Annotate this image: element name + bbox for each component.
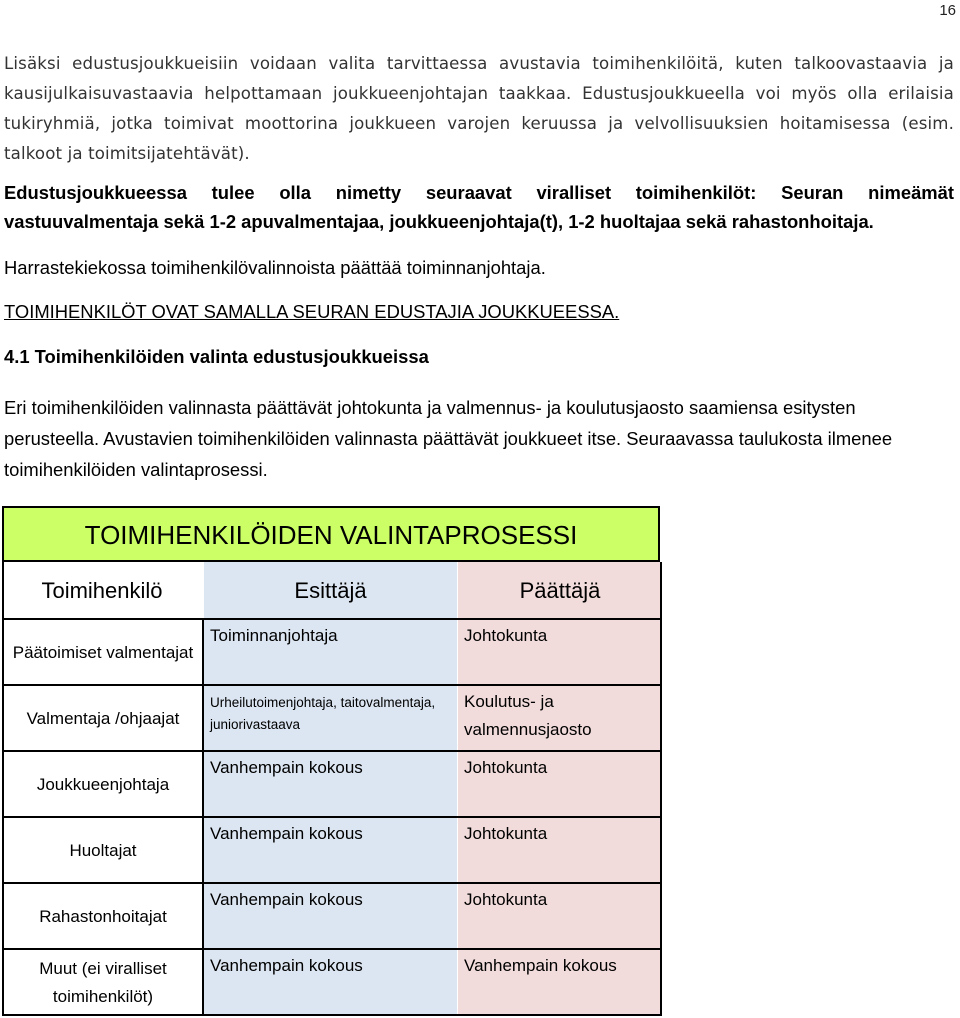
table-row bbox=[2, 686, 662, 752]
paattaja-cell: Johtokunta bbox=[464, 824, 548, 843]
header-toimihenkilo: Toimihenkilö bbox=[2, 562, 202, 620]
table-row bbox=[2, 752, 662, 818]
header-esittaja: Esittäjä bbox=[204, 562, 457, 620]
paattaja-cell: Koulutus- ja valmennusjaosto bbox=[464, 692, 592, 739]
role-cell: Joukkueenjohtaja bbox=[36, 775, 170, 794]
required-officials-paragraph: Edustusjoukkueessa tulee olla nimetty seuraavat viralliset toimihenkilöt: Seuran nimeämät vastuuvalmentaja sekä 1-2 apuvalmentajaa, joukkueenjohtaja(t), 1-2 huoltajaa sekä rahastonhoitaja. bbox=[4, 182, 954, 232]
selection-paragraph: Eri toimihenkilöiden valinnasta päättävät johtokunta ja valmennus- ja koulutusjaosto saamiensa esitysten perusteella. Avustavien toimihenkilöiden valinnasta päättävät joukkueet itse. Seuraavassa taulukosta ilmenee toimihenkilöiden valintaprosessi. bbox=[4, 397, 893, 480]
selection-process-table bbox=[2, 506, 662, 1016]
table-row bbox=[2, 818, 662, 884]
table-row bbox=[2, 884, 662, 950]
table-title: TOIMIHENKILÖIDEN VALINTAPROSESSI bbox=[2, 506, 660, 562]
page-number: 16 bbox=[939, 2, 956, 19]
role-cell: Valmentaja /ohjaajat bbox=[26, 709, 180, 728]
paattaja-cell: Johtokunta bbox=[464, 626, 548, 645]
paattaja-cell: Johtokunta bbox=[464, 890, 548, 909]
esittaja-cell: Vanhempain kokous bbox=[210, 890, 363, 909]
esittaja-cell: Vanhempain kokous bbox=[210, 758, 363, 777]
representatives-statement: TOIMIHENKILÖT OVAT SAMALLA SEURAN EDUSTAJIA JOUKKUEESSA. bbox=[4, 301, 620, 322]
intro-paragraph: Lisäksi edustusjoukkueisiin voidaan valita tarvittaessa avustavia toimihenkilöitä, kuten talkoovastaavia ja kausijulkaisuvastaavia helpottamaan joukkueenjohtajan taakkaa. Edustusjoukkueella voi myös olla erilaisia tukiryhmiä, jotka toimivat moottorina joukkueen varojen keruussa ja velvollisuuksien hoitamisessa (esim. talkoot ja toimitsijatehtävät). bbox=[4, 54, 954, 163]
role-cell: Rahastonhoitajat bbox=[39, 907, 167, 926]
paattaja-cell: Vanhempain kokous bbox=[464, 956, 617, 975]
table-row bbox=[2, 950, 662, 1016]
role-cell: Muut (ei viralliset toimihenkilöt) bbox=[39, 959, 167, 1006]
role-cell: Päätoimiset valmentajat bbox=[12, 643, 194, 662]
paattaja-cell: Johtokunta bbox=[464, 758, 548, 777]
header-paattaja: Päättäjä bbox=[458, 562, 662, 620]
esittaja-cell: Toiminnanjohtaja bbox=[210, 626, 338, 645]
esittaja-cell: Urheilutoimenjohtaja, taitovalmentaja, juniorivastaava bbox=[210, 695, 436, 732]
section-heading: 4.1 Toimihenkilöiden valinta edustusjoukkueissa bbox=[4, 346, 429, 367]
role-cell: Huoltajat bbox=[69, 841, 137, 860]
table-row bbox=[2, 620, 662, 686]
esittaja-cell: Vanhempain kokous bbox=[210, 956, 363, 975]
esittaja-cell: Vanhempain kokous bbox=[210, 824, 363, 843]
hobby-hockey-paragraph: Harrastekiekossa toimihenkilövalinnoista päättää toiminnanjohtaja. bbox=[4, 257, 546, 278]
